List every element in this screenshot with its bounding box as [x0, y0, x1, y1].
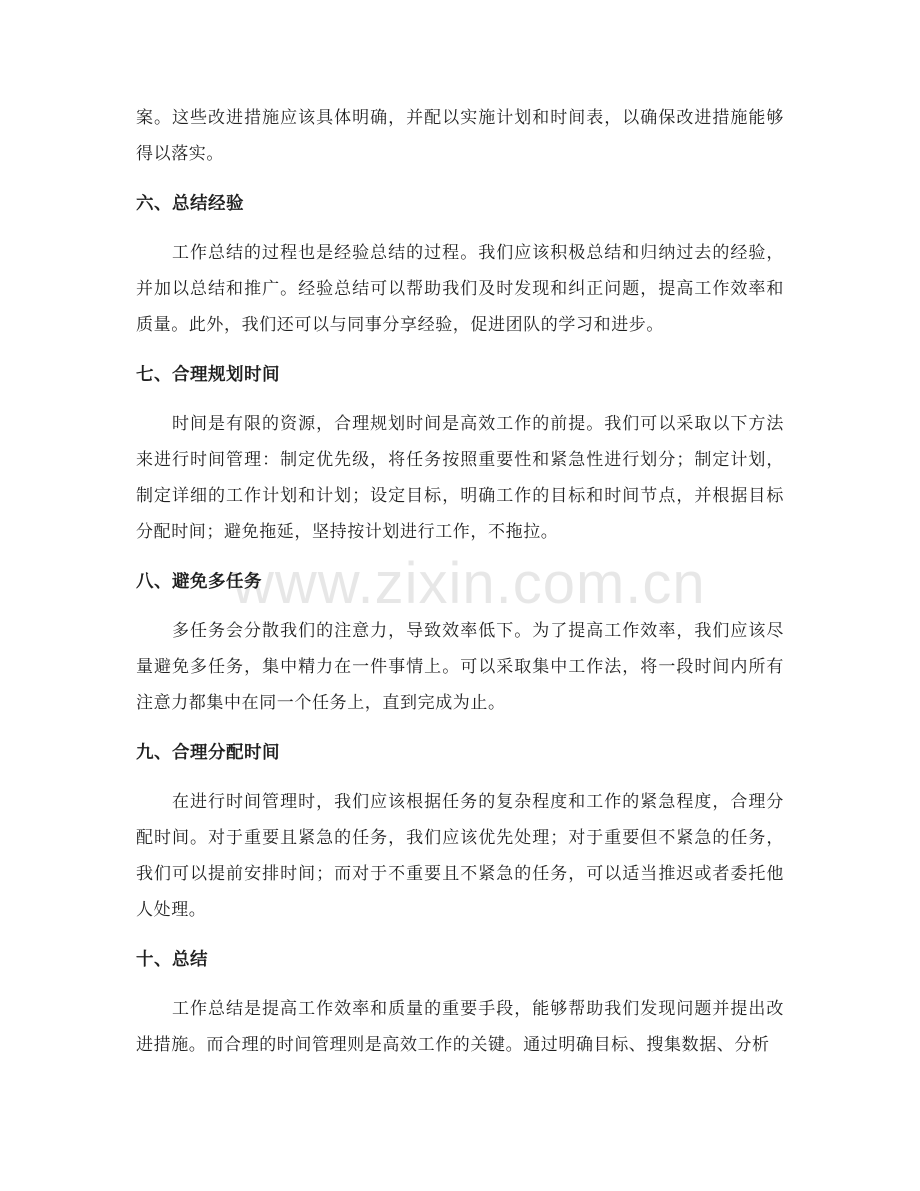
section-body-6: 工作总结的过程也是经验总结的过程。我们应该积极总结和归纳过去的经验，并加以总结和推广。经验总结可以帮助我们及时发现和纠正问题，提高工作效率和质量。此外，我们还可以与同事分享经验，促进团队的学习和进步。	[136, 243, 784, 335]
section-heading-10: 十、总结	[136, 950, 208, 970]
section-heading-6: 六、总结经验	[136, 194, 244, 214]
intro-paragraph: 案。这些改进措施应该具体明确，并配以实施计划和时间表，以确保改进措施能够得以落实。	[136, 108, 784, 164]
section-body-8: 多任务会分散我们的注意力，导致效率低下。为了提高工作效率，我们应该尽量避免多任务，集中精力在一件事情上。可以采取集中工作法，将一段时间内所有注意力都集中在同一个任务上，直到完成为止。	[136, 621, 784, 713]
section-body-10: 工作总结是提高工作效率和质量的重要手段，能够帮助我们发现问题并提出改进措施。而合理的时间管理则是高效工作的关键。通过明确目标、搜集数据、分析	[136, 999, 784, 1055]
section-body-9: 在进行时间管理时，我们应该根据任务的复杂程度和工作的紧急程度，合理分配时间。对于重要且紧急的任务，我们应该优先处理；对于重要但不紧急的任务，我们可以提前安排时间；而对于不重要且不紧急的任务，可以适当推迟或者委托他人处理。	[136, 792, 784, 920]
section-heading-9: 九、合理分配时间	[136, 743, 280, 763]
document-body	[136, 100, 784, 1063]
watermark: www.zixin.com.cn	[232, 551, 706, 616]
section-heading-7: 七、合理规划时间	[136, 365, 280, 385]
section-heading-8: 八、避免多任务	[136, 572, 262, 592]
section-body-7: 时间是有限的资源，合理规划时间是高效工作的前提。我们可以采取以下方法来进行时间管理：制定优先级，将任务按照重要性和紧急性进行划分；制定计划，制定详细的工作计划和计划；设定目标，明确工作的目标和时间节点，并根据目标分配时间；避免拖延，坚持按计划进行工作，不拖拉。	[136, 414, 784, 542]
